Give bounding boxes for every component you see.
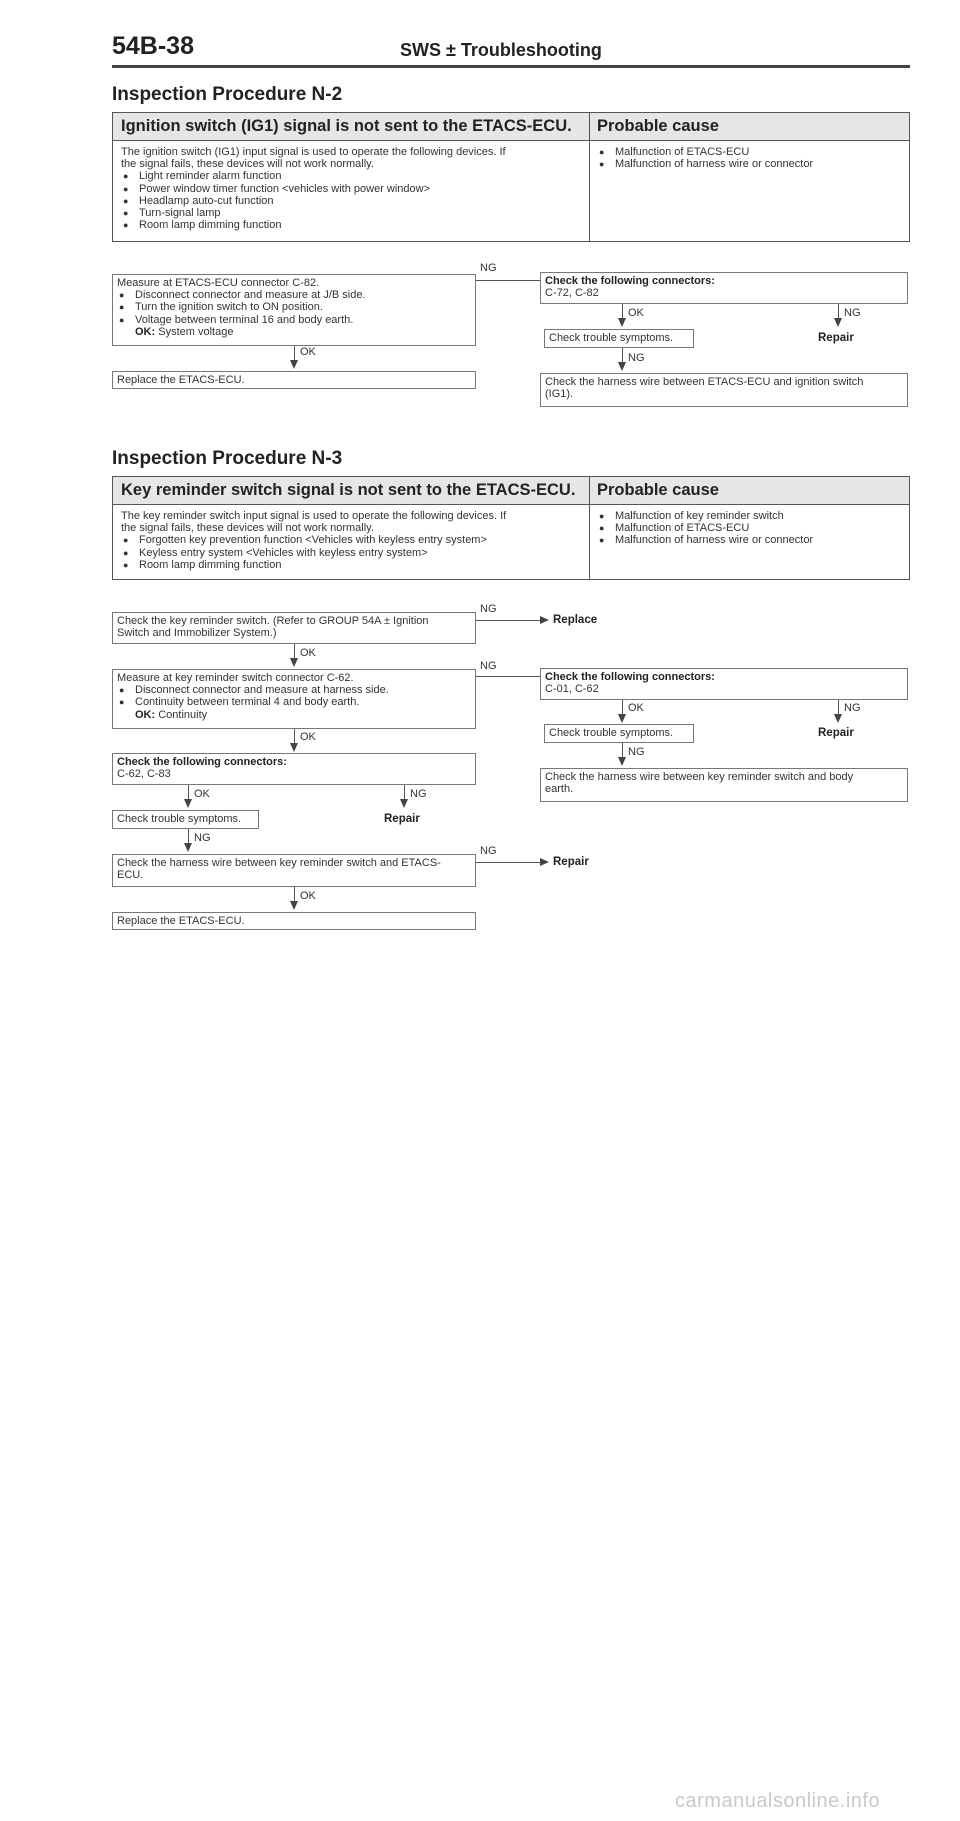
symptom-description-n3	[121, 510, 583, 571]
step-text: Check the harness wire between ETACS-ECU and ignition switch	[545, 376, 864, 388]
symptom-header-n2: Ignition switch (IG1) signal is not sent to the ETACS-ECU.	[113, 113, 589, 141]
arrow-right-icon	[540, 616, 549, 624]
ok-label: OK	[194, 788, 210, 800]
device-item: ● Headlamp auto-cut function	[121, 195, 583, 207]
probable-cause-header-n3: Probable cause	[589, 477, 909, 505]
probable-causes-n3	[597, 510, 903, 547]
n3-right-repair: Repair	[818, 727, 854, 739]
description-line: The key reminder switch input signal is used to operate the following devices. If	[121, 510, 507, 522]
footer-watermark: carmanualsonline.info	[675, 1790, 881, 1812]
ng-label: NG	[480, 603, 497, 615]
n2-check-connectors	[540, 272, 908, 304]
device-item: ● Light reminder alarm function	[121, 170, 583, 182]
step-text: Replace the ETACS-ECU.	[117, 915, 245, 927]
n3-left-check-harness-ecu	[112, 854, 476, 887]
device-item: ● Power window timer function <vehicles with power window>	[121, 183, 583, 195]
flow-connector	[476, 620, 541, 621]
table-divider	[589, 477, 590, 579]
step-bullet: ● Voltage between terminal 16 and body earth.	[117, 314, 471, 326]
step-bullet: ● Turn the ignition switch to ON position.	[117, 301, 471, 313]
table-divider	[589, 113, 590, 241]
ok-label: OK	[300, 731, 316, 743]
n2-replace-ecu	[112, 371, 476, 389]
n3-repair-final: Repair	[553, 856, 589, 868]
ok-criterion-label: OK:	[135, 708, 156, 721]
connector-list: C-72, C-82	[545, 287, 599, 300]
n3-replace: Replace	[553, 614, 598, 626]
ng-label: NG	[844, 307, 861, 319]
page-number: 54B-38	[112, 32, 194, 60]
section-title-n3: Inspection Procedure N-3	[112, 448, 343, 469]
connector-list: C-01, C-62	[545, 683, 599, 696]
description-line: the signal fails, these devices will not work normally.	[121, 522, 374, 535]
symptom-table-n2	[112, 112, 910, 242]
step-text: Check the key reminder switch. (Refer to GROUP 54A ± Ignition	[117, 615, 429, 627]
ng-label: NG	[628, 352, 645, 364]
step-text: Switch and Immobilizer System.)	[117, 627, 277, 640]
description-line: The ignition switch (IG1) input signal is used to operate the following devices. If	[121, 146, 506, 158]
arrow-down-icon	[290, 901, 298, 910]
symptom-header-n3: Key reminder switch signal is not sent to the ETACS-ECU.	[113, 477, 589, 505]
ok-criterion-value: System voltage	[158, 325, 234, 338]
ng-label: NG	[480, 660, 497, 672]
arrow-down-icon	[618, 714, 626, 723]
symptom-table-n3	[112, 476, 910, 580]
cause-item: ● Malfunction of ETACS-ECU	[597, 146, 903, 158]
n3-left-repair: Repair	[384, 813, 420, 825]
ng-label: NG	[480, 262, 497, 274]
step-text: ECU.	[117, 869, 144, 882]
n3-left-check-connectors	[112, 753, 476, 785]
arrow-down-icon	[290, 658, 298, 667]
n2-step-measure-c82	[112, 274, 476, 346]
section-title-n2: Inspection Procedure N-2	[112, 84, 343, 105]
ng-label: NG	[410, 788, 427, 800]
cause-item: ● Malfunction of ETACS-ECU	[597, 522, 903, 534]
device-item: ● Room lamp dimming function	[121, 559, 583, 571]
ng-label: NG	[194, 832, 211, 844]
page-header-title: SWS ± Troubleshooting	[400, 40, 602, 60]
step-title: Check the following connectors:	[545, 671, 715, 683]
flow-connector	[476, 676, 541, 677]
device-item: ● Forgotten key prevention function <Vehicles with keyless entry system>	[121, 534, 583, 546]
n3-step-check-key-switch	[112, 612, 476, 644]
step-title: Check the following connectors:	[545, 275, 715, 287]
arrow-down-icon	[290, 743, 298, 752]
step-text: Measure at ETACS-ECU connector C-82.	[117, 277, 320, 289]
step-text: Check the harness wire between key reminder switch and ETACS-	[117, 857, 441, 869]
step-bullet: ● Continuity between terminal 4 and body earth.	[117, 696, 471, 708]
step-title: Check the following connectors:	[117, 756, 287, 768]
step-text: Check the harness wire between key reminder switch and body	[545, 771, 854, 783]
step-bullet: ● Disconnect connector and measure at J/B side.	[117, 289, 471, 301]
flow-connector	[476, 862, 541, 863]
n2-repair: Repair	[818, 332, 854, 344]
ok-criterion-value: Continuity	[158, 708, 208, 721]
step-text: Replace the ETACS-ECU.	[117, 374, 245, 386]
probable-causes-n2	[597, 146, 903, 170]
ok-label: OK	[300, 890, 316, 902]
step-text: Check trouble symptoms.	[549, 332, 674, 344]
arrow-down-icon	[618, 757, 626, 766]
ok-label: OK	[628, 307, 644, 319]
arrow-down-icon	[618, 362, 626, 371]
arrow-down-icon	[290, 360, 298, 369]
header-rule	[112, 65, 910, 68]
ng-label: NG	[480, 845, 497, 857]
description-line: the signal fails, these devices will not work normally.	[121, 158, 374, 171]
connector-list: C-62, C-83	[117, 768, 171, 781]
arrow-down-icon	[400, 799, 408, 808]
arrow-down-icon	[834, 714, 842, 723]
step-text: Check trouble symptoms.	[117, 813, 242, 825]
device-item: ● Room lamp dimming function	[121, 219, 583, 231]
device-item: ● Keyless entry system <Vehicles with keyless entry system>	[121, 547, 583, 559]
ng-label: NG	[628, 746, 645, 758]
ok-label: OK	[300, 647, 316, 659]
n2-check-trouble-symptoms	[544, 329, 694, 348]
arrow-down-icon	[618, 318, 626, 327]
step-text: Check trouble symptoms.	[549, 727, 674, 739]
n3-step-measure-c62	[112, 669, 476, 729]
arrow-right-icon	[540, 858, 549, 866]
step-text: Measure at key reminder switch connector C-62.	[117, 672, 354, 684]
n3-left-check-trouble-symptoms	[112, 810, 259, 829]
n3-replace-ecu	[112, 912, 476, 930]
n3-right-check-trouble-symptoms	[544, 724, 694, 743]
ok-label: OK	[300, 346, 316, 358]
arrow-down-icon	[834, 318, 842, 327]
step-bullet: ● Disconnect connector and measure at harness side.	[117, 684, 471, 696]
device-item: ● Turn-signal lamp	[121, 207, 583, 219]
symptom-description-n2	[121, 146, 583, 231]
step-text: (IG1).	[545, 388, 574, 401]
cause-item: ● Malfunction of harness wire or connector	[597, 158, 903, 170]
step-text: earth.	[545, 783, 574, 796]
n3-right-check-harness-body-earth	[540, 768, 908, 802]
arrow-down-icon	[184, 843, 192, 852]
n2-check-harness	[540, 373, 908, 407]
cause-item: ● Malfunction of harness wire or connector	[597, 534, 903, 546]
ok-label: OK	[628, 702, 644, 714]
n3-right-check-connectors	[540, 668, 908, 700]
probable-cause-header-n2: Probable cause	[589, 113, 909, 141]
cause-item: ● Malfunction of key reminder switch	[597, 510, 903, 522]
ng-label: NG	[844, 702, 861, 714]
flow-connector	[476, 280, 541, 281]
ok-criterion-label: OK:	[135, 325, 156, 338]
arrow-down-icon	[184, 799, 192, 808]
